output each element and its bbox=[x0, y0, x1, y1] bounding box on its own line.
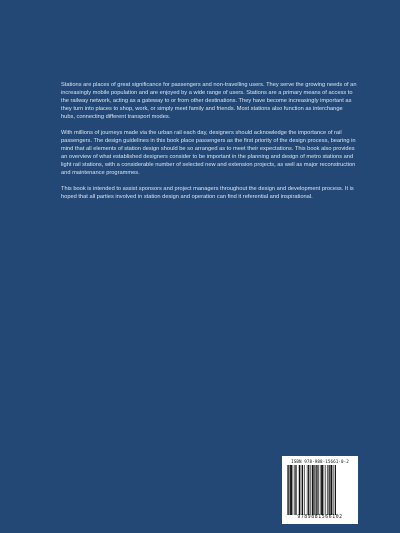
barcode-bar bbox=[290, 465, 292, 515]
barcode-bar bbox=[312, 465, 314, 515]
barcode-bar bbox=[317, 465, 318, 515]
barcode-bar bbox=[288, 465, 289, 515]
barcode-bar bbox=[329, 465, 330, 515]
barcode-bar bbox=[316, 465, 317, 515]
isbn-barcode bbox=[282, 456, 358, 524]
barcode-bar bbox=[335, 465, 336, 515]
barcode-bars bbox=[286, 465, 354, 515]
barcode-bar bbox=[307, 465, 308, 515]
barcode-bar bbox=[294, 465, 295, 515]
barcode-digits: 9789881566102 bbox=[297, 515, 343, 520]
barcode-bar bbox=[310, 465, 311, 515]
blurb-text bbox=[61, 81, 357, 209]
isbn-label: ISBN 978-988-15661-0-2 bbox=[291, 459, 349, 464]
barcode-bar bbox=[304, 465, 305, 515]
barcode-bar bbox=[324, 465, 325, 515]
barcode-bar bbox=[325, 465, 326, 515]
barcode-bar bbox=[314, 465, 315, 515]
barcode-bar bbox=[296, 465, 297, 515]
blurb-paragraph-3: This book is intended to assist sponsors and project managers throughout the design and development process. It is hoped that all parties involved in station design and operation can find it referential and inspirational. bbox=[61, 186, 354, 200]
barcode-bar bbox=[287, 465, 288, 515]
barcode-bar bbox=[301, 465, 302, 515]
barcode-bar bbox=[308, 465, 309, 515]
barcode-bar bbox=[299, 465, 300, 515]
barcode-bar bbox=[333, 465, 334, 515]
blurb-paragraph-1: Stations are places of great significance for passengers and non-travelling users. They serve the growing needs of an increasingly mobile population and are enjoyed by a wide range of users. Stations are a primary means of access to the railway network, acting as a gateway to or from other destinations. They have become increasingly important as they turn into places to shop, work, or simply meet family and friends. Most stations also function as interchange hubs, connecting different transport modes. bbox=[61, 82, 357, 120]
barcode-bar bbox=[293, 465, 294, 515]
barcode-bar bbox=[302, 465, 303, 515]
barcode-bar bbox=[330, 465, 332, 515]
barcode-bar bbox=[321, 465, 323, 515]
barcode-bar bbox=[327, 465, 328, 515]
blurb-paragraph-2: With millions of journeys made via the urban rail each day, designers should acknowledge the importance of rail passengers. The design guidelines in this book place passengers as the first priority of the design process, bearing in mind that all elements of station design should be so arranged as to meet their expectations. This book also provides an overview of what established designers consider to be important in the planning and design of metro stations and light rail stations, with a considerable number of selected new and extension projects, as well as major reconstruction and maintenance programmes. bbox=[61, 130, 356, 176]
barcode-bar bbox=[320, 465, 321, 515]
